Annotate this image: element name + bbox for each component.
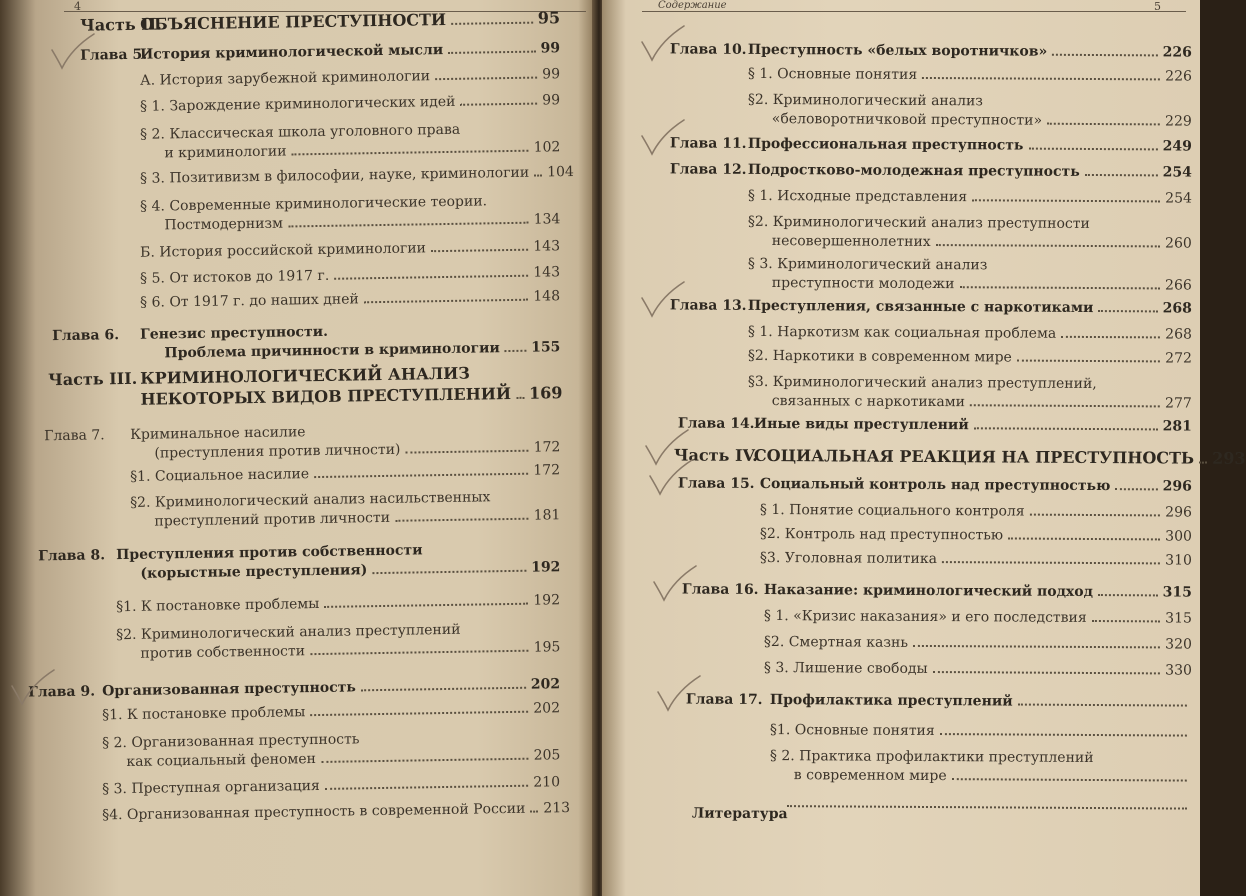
- toc-entry-title: § 2. Классическая школа уголовного права: [139, 121, 461, 143]
- toc-entry: [0, 191, 568, 234]
- dot-leader: [448, 51, 535, 54]
- toc-entry-page: 226: [1165, 68, 1192, 85]
- toc-entry-page: 300: [1165, 528, 1192, 545]
- toc-entry-title: Преступность «белых воротничков»: [747, 41, 1048, 60]
- toc-entry: [0, 287, 568, 311]
- toc-entry-title: § 2. Практика профилактики преступлений: [769, 748, 1094, 767]
- dot-leader: [936, 244, 1160, 247]
- toc-entry-title: §2. Криминологический анализ: [747, 91, 984, 110]
- toc-entry: [0, 539, 568, 582]
- toc-entry-title: и криминологии: [164, 143, 287, 162]
- toc-entry: [0, 727, 568, 771]
- toc-entry: [0, 263, 568, 287]
- toc-entry: [602, 212, 1200, 252]
- toc-entry-title: преступности молодежи: [771, 275, 955, 293]
- toc-entry-page: 95: [537, 8, 561, 28]
- toc-entry-page: 254: [1162, 164, 1192, 181]
- dot-leader: [505, 350, 526, 352]
- toc-entry-title: ОБЪЯСНЕНИЕ ПРЕСТУПНОСТИ: [139, 9, 447, 34]
- toc-entry: [0, 237, 568, 261]
- toc-entry-title: § 1. «Кризис наказания» и его последствия: [763, 607, 1087, 626]
- toc-entry-page: 296: [1165, 504, 1192, 521]
- toc-entry-label: Глава 11.: [669, 135, 747, 152]
- toc-entry-page: 181: [533, 507, 561, 524]
- toc-entry-page: 260: [1165, 235, 1192, 252]
- toc-entry-title: как социальный феномен: [126, 751, 317, 771]
- dot-leader: [940, 733, 1187, 737]
- toc-entry-title: Профессиональная преступность: [747, 135, 1024, 154]
- dot-leader: [913, 645, 1160, 649]
- toc-entry-title: «беловоротничковой преступности»: [771, 111, 1043, 129]
- dot-leader: [1199, 462, 1207, 464]
- toc-entry-title: Проблема причинности в криминологии: [164, 340, 500, 362]
- toc-entry-title: §4. Организованная преступность в современной России: [102, 800, 526, 824]
- dot-leader: [1115, 488, 1157, 490]
- dot-leader: [324, 603, 528, 608]
- toc-entry-title: § 1. Основные понятия: [747, 65, 918, 83]
- toc-entry: [0, 91, 568, 115]
- toc-entry: [0, 799, 571, 824]
- dot-leader: [1098, 594, 1158, 596]
- toc-entry-title: § 1. Наркотизм как социальная проблема: [747, 323, 1057, 342]
- toc-entry-page: 195: [533, 639, 561, 656]
- dot-leader: [952, 778, 1187, 781]
- toc-entry: [602, 548, 1200, 569]
- dot-leader: [970, 404, 1160, 407]
- toc-entry-page: 226: [1162, 44, 1192, 61]
- toc-entry-page: 148: [533, 288, 561, 305]
- toc-entry-page: 202: [530, 676, 561, 693]
- pencil-checkmark-icon: [636, 280, 688, 320]
- toc-entry-title: §1. К постановке проблемы: [116, 595, 320, 616]
- dot-leader: [959, 286, 1160, 289]
- toc-entry-page: 205: [533, 747, 561, 764]
- toc-entry-title: § 1. Зарождение криминологических идей: [139, 93, 456, 115]
- toc-entry-page: 315: [1162, 584, 1192, 601]
- toc-entry-page: 310: [1165, 552, 1192, 569]
- toc-entry: [602, 414, 1200, 435]
- toc-entry: [0, 319, 568, 362]
- toc-entry-page: 104: [547, 163, 574, 181]
- toc-entry: [602, 40, 1200, 61]
- dot-leader: [310, 711, 528, 716]
- dot-leader: [460, 103, 537, 106]
- toc-entry-title: Профилактика преступлений: [769, 692, 1013, 710]
- toc-entry: [0, 419, 568, 462]
- toc-entry-page: 99: [540, 40, 561, 57]
- toc-entry-title: Социальный контроль над преступностью: [759, 475, 1111, 495]
- toc-entry-page: 99: [542, 66, 561, 83]
- toc-entry-title: Постмодернизм: [164, 215, 284, 234]
- toc-entry-label: Глава 7.: [44, 427, 105, 445]
- toc-entry-label: Глава 13.: [669, 297, 747, 314]
- toc-entry: [602, 296, 1200, 317]
- toc-entry: [602, 658, 1200, 679]
- toc-entry: [602, 500, 1200, 521]
- dot-leader: [431, 249, 528, 253]
- toc-entry: [602, 186, 1200, 207]
- toc-entry-title: (корыстные преступления): [140, 562, 368, 582]
- toc-entry-label: Глава 6.: [52, 327, 120, 345]
- toc-entry: [602, 322, 1200, 343]
- toc-entry-title: §2. Криминологический анализ насильственных: [129, 489, 491, 511]
- toc-entry-label: Часть II.: [80, 14, 162, 35]
- dot-leader: [310, 650, 529, 655]
- dot-leader: [451, 22, 533, 25]
- toc-entry: [602, 346, 1200, 367]
- dot-leader: [787, 805, 1187, 809]
- dot-leader: [1052, 54, 1157, 57]
- left-page: [0, 0, 596, 896]
- dot-leader: [288, 222, 529, 228]
- toc-entry-title: § 3. Криминологический анализ: [747, 255, 988, 274]
- toc-entry-label: Глава 14.: [677, 415, 755, 432]
- toc-entry-title: (преступления против личности): [154, 441, 401, 462]
- toc-entry-page: 143: [533, 264, 561, 281]
- left-page-number: 4: [74, 0, 81, 13]
- toc-entry-title: СОЦИАЛЬНАЯ РЕАКЦИЯ НА ПРЕСТУПНОСТЬ: [753, 445, 1195, 468]
- toc-entry: [0, 461, 568, 485]
- toc-entry-page: 192: [531, 559, 561, 576]
- toc-entry-page: 172: [533, 439, 561, 456]
- toc-entry: [602, 134, 1200, 155]
- toc-entry-title: Иные виды преступлений: [753, 415, 969, 434]
- toc-entry: [0, 163, 574, 187]
- toc-entry-title: Преступления против собственности: [116, 542, 423, 564]
- toc-entry-title: Наказание: криминологический подход: [763, 581, 1094, 600]
- dot-leader: [1018, 704, 1187, 707]
- right-page-number: 5: [1154, 0, 1161, 13]
- toc-entry: [602, 90, 1200, 130]
- dot-leader: [314, 473, 528, 478]
- toc-entry-page: 102: [533, 139, 561, 156]
- toc-entry-title: Б. История российской криминологии: [139, 240, 427, 261]
- toc-entry: [0, 591, 568, 616]
- toc-entry-page: 281: [1162, 418, 1192, 435]
- toc-entry-title: §3. Криминологический анализ преступлений,: [747, 373, 1097, 393]
- toc-entry: [602, 804, 1200, 823]
- toc-entry-title: История криминологической мысли: [139, 42, 444, 63]
- dot-leader: [395, 518, 529, 522]
- toc-entry: [602, 606, 1200, 627]
- toc-entry-page: 213: [543, 800, 571, 817]
- toc-entry: [602, 524, 1200, 545]
- toc-entry-page: 277: [1165, 395, 1192, 412]
- toc-entry-page: 320: [1165, 636, 1192, 653]
- toc-entry-label: Глава 8.: [38, 547, 106, 565]
- toc-entry-page: 192: [533, 592, 561, 609]
- toc-entry-label: Глава 10.: [669, 41, 747, 58]
- toc-entry-title: § 2. Организованная преступность: [102, 731, 360, 752]
- toc-entry-label: Глава 16.: [681, 581, 759, 598]
- toc-entry: [0, 487, 568, 530]
- pencil-checkmark-icon: [46, 32, 98, 72]
- dot-leader: [922, 77, 1160, 80]
- toc-entry-title: §1. К постановке проблемы: [102, 704, 306, 724]
- toc-entry: [602, 632, 1200, 653]
- toc-entry-title: §2. Криминологический анализ преступлений: [116, 621, 461, 644]
- toc-entry-title: против собственности: [140, 643, 306, 662]
- toc-entry-page: 268: [1162, 300, 1192, 317]
- pencil-checkmark-icon: [636, 118, 688, 158]
- toc-entry-label: Глава 5.: [80, 46, 148, 64]
- toc-entry-page: 268: [1165, 326, 1192, 343]
- toc-entry-page: 254: [1165, 190, 1192, 207]
- toc-entry-label: Глава 17.: [685, 691, 763, 708]
- toc-entry-page: 229: [1165, 113, 1192, 130]
- dot-leader: [361, 687, 526, 692]
- toc-entry-title: §2. Смертная казнь: [763, 633, 909, 651]
- toc-entry-title: § 5. От истоков до 1917 г.: [139, 267, 330, 287]
- toc-entry: [0, 675, 568, 701]
- toc-entry-title: § 4. Современные криминологические теории.: [139, 193, 488, 215]
- toc-entry-label: Глава 9.: [28, 683, 96, 701]
- pencil-checkmark-icon: [652, 674, 704, 714]
- toc-entry-label: Литература: [691, 805, 788, 823]
- toc-entry-title: § 1. Понятие социального контроля: [759, 501, 1025, 520]
- toc-entry-title: в современном мире: [793, 767, 947, 785]
- dot-leader: [1061, 336, 1160, 339]
- toc-entry: [0, 361, 568, 409]
- toc-entry-page: 172: [533, 462, 561, 479]
- dot-leader: [1085, 174, 1158, 176]
- dot-leader: [942, 561, 1160, 564]
- toc-entry-label: Часть IV.: [673, 445, 758, 465]
- dot-leader: [435, 77, 537, 81]
- toc-entry: [0, 119, 568, 162]
- right-page: [602, 0, 1246, 896]
- toc-entry-title: §2. Криминологический анализ преступности: [747, 213, 1090, 232]
- pencil-checkmark-icon: [636, 24, 688, 64]
- dot-leader: [933, 671, 1161, 674]
- dot-leader: [1092, 620, 1160, 622]
- toc-entry-title: §2. Наркотики в современном мире: [747, 347, 1012, 366]
- toc-entry-page: 315: [1165, 610, 1192, 627]
- dot-leader: [516, 397, 524, 399]
- toc-entry: [602, 64, 1200, 85]
- toc-entry: [602, 746, 1200, 785]
- toc-entry-title: § 3. Преступная организация: [102, 777, 320, 798]
- dot-leader: [372, 570, 526, 574]
- toc-entry: [602, 720, 1200, 740]
- pencil-checkmark-icon: [644, 458, 696, 498]
- dot-leader: [321, 758, 529, 763]
- toc-entry-page: 266: [1165, 277, 1192, 294]
- toc-entry-title: несовершеннолетних: [771, 233, 931, 251]
- pencil-checkmark-icon: [648, 564, 700, 604]
- toc-entry-page: 169: [528, 383, 563, 403]
- toc-entry-title: преступлений против личности: [154, 509, 391, 530]
- dot-leader: [292, 150, 529, 156]
- dot-leader: [972, 199, 1160, 202]
- toc-entry-page: 249: [1162, 138, 1192, 155]
- toc-entry-title: А. История зарубежной криминологии: [139, 68, 431, 89]
- toc-entry-page: 134: [533, 211, 561, 228]
- toc-entry-label: Глава 15.: [677, 475, 755, 492]
- toc-entry-title: Организованная преступность: [102, 679, 356, 700]
- toc-entry-page: 99: [542, 92, 561, 109]
- running-head: Содержание: [658, 0, 727, 11]
- pencil-checkmark-icon: [6, 668, 58, 708]
- toc-entry: [0, 619, 568, 662]
- toc-entry-title: связанных с наркотиками: [771, 393, 966, 411]
- toc-entry-title: Подростково-молодежная преступность: [747, 161, 1080, 180]
- dot-leader: [1047, 123, 1160, 126]
- dot-leader: [1098, 310, 1157, 312]
- toc-entry-title: §3. Уголовная политика: [759, 549, 938, 568]
- toc-entry-title: § 3. Позитивизм в философии, науке, криминологии: [139, 164, 530, 187]
- toc-entry-title: КРИМИНОЛОГИЧЕСКИЙ АНАЛИЗ: [139, 363, 470, 388]
- dot-leader: [1028, 148, 1157, 151]
- toc-entry-title: §1. Основные понятия: [769, 722, 935, 740]
- dot-leader: [1030, 514, 1161, 517]
- toc-entry: [602, 254, 1200, 294]
- toc-entry-title: §2. Контроль над преступностью: [759, 525, 1004, 544]
- toc-entry-page: 330: [1165, 662, 1192, 679]
- dot-leader: [364, 299, 529, 304]
- toc-entry-title: § 1. Исходные представления: [747, 187, 968, 206]
- dot-leader: [325, 785, 529, 790]
- toc-entry-title: НЕКОТОРЫХ ВИДОВ ПРЕСТУПЛЕНИЙ: [140, 383, 512, 409]
- toc-entry-page: 293: [1212, 448, 1246, 468]
- toc-entry: [0, 773, 568, 798]
- toc-entry-title: Генезис преступности.: [139, 323, 329, 343]
- toc-entry-page: 202: [533, 700, 561, 717]
- toc-entry-title: §1. Социальное насилие: [129, 466, 310, 485]
- dot-leader: [334, 275, 528, 280]
- toc-entry-title: Криминальное насилие: [129, 424, 306, 443]
- toc-entry-title: § 3. Лишение свободы: [763, 659, 928, 677]
- dot-leader: [534, 174, 542, 176]
- dot-leader: [1017, 360, 1160, 363]
- toc-entry-page: 210: [533, 774, 561, 791]
- toc-entry-page: 296: [1162, 478, 1192, 495]
- toc-entry-title: Преступления, связанные с наркотиками: [747, 297, 1094, 317]
- dot-leader: [974, 427, 1158, 430]
- dot-leader: [405, 450, 528, 454]
- toc-entry-page: 155: [531, 339, 561, 356]
- toc-entry-page: 272: [1165, 350, 1192, 367]
- dot-leader: [1008, 537, 1160, 540]
- dot-leader: [530, 811, 538, 813]
- toc-entry-page: 143: [533, 238, 561, 255]
- toc-entry: [602, 160, 1200, 181]
- toc-entry-title: § 6. От 1917 г. до наших дней: [139, 291, 359, 311]
- toc-entry-label: Глава 12.: [669, 161, 747, 178]
- right-header-rule: [642, 11, 1186, 12]
- toc-entry: [602, 372, 1200, 412]
- toc-entry-label: Часть III.: [48, 368, 138, 390]
